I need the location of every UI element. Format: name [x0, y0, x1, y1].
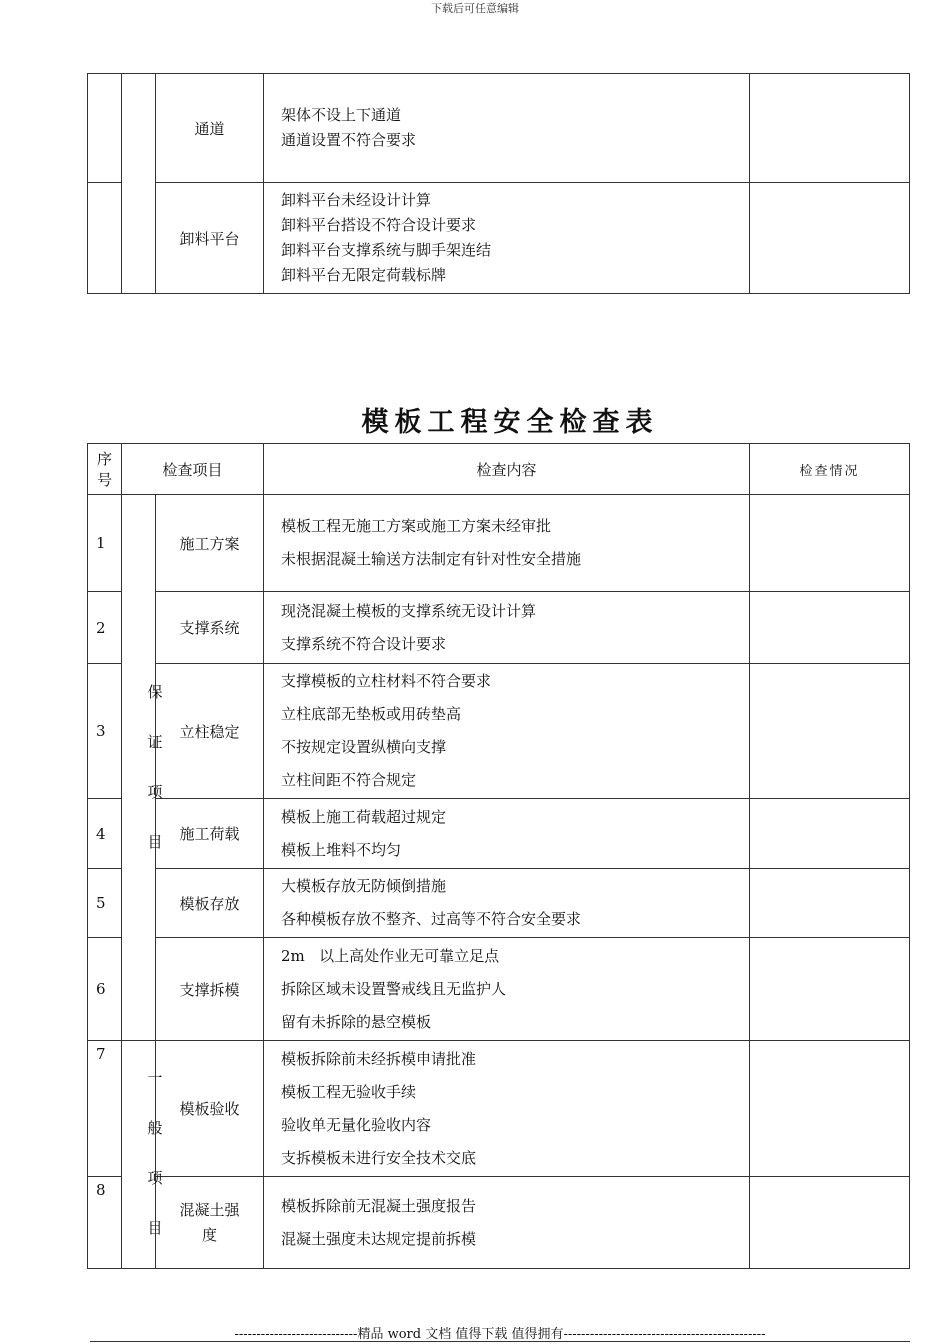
seq-cell: 5 [88, 869, 122, 938]
status-cell [750, 1041, 910, 1177]
content-line: 模板拆除前未经拆模申请批准 [281, 1049, 477, 1068]
item-cell: 模板存放 [156, 869, 264, 938]
seq-cell [88, 74, 122, 183]
item-cell: 通道 [156, 74, 264, 183]
content-line: 卸料平台支撑系统与脚手架连结 [281, 241, 492, 259]
content-line: 支拆模板未进行安全技术交底 [281, 1148, 477, 1167]
content-cell [264, 1041, 750, 1177]
content-line: 支撑系统不符合设计要求 [281, 634, 447, 653]
content-cell [264, 938, 750, 1041]
content-line: 模板工程无验收手续 [281, 1082, 417, 1101]
content-line: 架体不设上下通道 [281, 106, 402, 124]
content-cell [264, 869, 750, 938]
content-line: 未根据混凝土输送方法制定有针对性安全措施 [281, 550, 582, 568]
status-cell [750, 664, 910, 799]
content-line: 模板工程无施工方案或施工方案未经审批 [281, 517, 552, 535]
content-line: 模板上施工荷载超过规定 [281, 807, 447, 826]
seq-cell: 8 [88, 1177, 122, 1269]
content-line: 卸料平台搭设不符合设计要求 [281, 216, 477, 234]
item-cell: 模板验收 [156, 1041, 264, 1177]
table-row [88, 664, 910, 799]
content-line: 模板拆除前无混凝土强度报告 [281, 1196, 477, 1215]
status-cell [750, 592, 910, 664]
seq-cell [88, 183, 122, 294]
status-cell [750, 1177, 910, 1269]
content-line: 通道设置不符合要求 [281, 131, 417, 149]
table-row [88, 495, 910, 592]
content-line: 立柱底部无垫板或用砖垫高 [281, 705, 462, 723]
content-line: 立柱间距不符合规定 [281, 771, 417, 789]
status-cell [750, 938, 910, 1041]
table-row [88, 1041, 910, 1177]
content-cell [264, 1177, 750, 1269]
footer-divider [90, 1341, 910, 1342]
content-cell [264, 183, 750, 294]
table-row [88, 799, 910, 869]
content-cell [264, 664, 750, 799]
item-cell: 支撑系统 [156, 592, 264, 664]
seq-cell: 3 [88, 664, 122, 799]
table-row [88, 869, 910, 938]
item-cell: 混凝土强 度 [156, 1177, 264, 1269]
seq-cell: 1 [88, 495, 122, 592]
item-cell: 支撑拆模 [156, 938, 264, 1041]
status-cell [750, 74, 910, 183]
content-line: 卸料平台无限定荷载标牌 [281, 266, 447, 284]
content-header: 检查内容 [264, 444, 750, 495]
status-cell [750, 495, 910, 592]
content-line: 现浇混凝土模板的支撑系统无设计计算 [281, 601, 537, 620]
group-cell [122, 74, 156, 294]
content-cell [264, 495, 750, 592]
page-title: 模板工程安全检查表 [361, 407, 659, 438]
content-line: 各种模板存放不整齐、过高等不符合安全要求 [281, 910, 582, 928]
content-cell [264, 74, 750, 183]
table-row [88, 592, 910, 664]
content-line: 不按规定设置纵横向支撑 [281, 738, 447, 756]
content-line: 模板上堆料不均匀 [281, 840, 402, 859]
seq-cell: 2 [88, 592, 122, 664]
group-label-general: 一 般 项 目 [147, 1069, 163, 1237]
content-line: 混凝土强度未达规定提前拆模 [281, 1229, 477, 1248]
item-cell: 施工方案 [156, 495, 264, 592]
item-cell: 立柱稳定 [156, 664, 264, 799]
content-line: 拆除区域未设置警戒线且无监护人 [281, 979, 507, 998]
seq-header: 序 号 [88, 444, 122, 495]
status-cell [750, 183, 910, 294]
formwork-check-table [87, 443, 910, 1269]
table-row [88, 74, 910, 183]
content-line: 大模板存放无防倾倒措施 [281, 877, 447, 895]
content-line: 2m 以上高处作业无可靠立足点 [281, 946, 500, 965]
status-header: 检查情况 [750, 444, 910, 495]
content-line: 留有未拆除的悬空模板 [281, 1012, 432, 1031]
seq-cell: 7 [88, 1041, 122, 1177]
table-row [88, 1177, 910, 1269]
scaffold-check-table-continued [87, 73, 910, 294]
content-cell [264, 592, 750, 664]
table-row [88, 183, 910, 294]
page-header: 下载后可任意编辑 [431, 2, 519, 15]
status-cell [750, 869, 910, 938]
table-header-row [88, 444, 910, 495]
item-cell: 卸料平台 [156, 183, 264, 294]
table-row [88, 938, 910, 1041]
page-footer: ----------------------------精品 word 文档 值得下载 值得拥有---------------------------------------------- [234, 1327, 766, 1342]
content-line: 卸料平台未经设计计算 [281, 191, 432, 209]
content-line: 支撑模板的立柱材料不符合要求 [281, 672, 492, 690]
content-line: 验收单无量化验收内容 [281, 1115, 432, 1134]
group-label-guarantee: 保 证 项 目 [147, 683, 163, 851]
item-cell: 施工荷载 [156, 799, 264, 869]
seq-cell: 4 [88, 799, 122, 869]
status-cell [750, 799, 910, 869]
content-cell [264, 799, 750, 869]
item-header: 检查项目 [122, 444, 264, 495]
seq-cell: 6 [88, 938, 122, 1041]
